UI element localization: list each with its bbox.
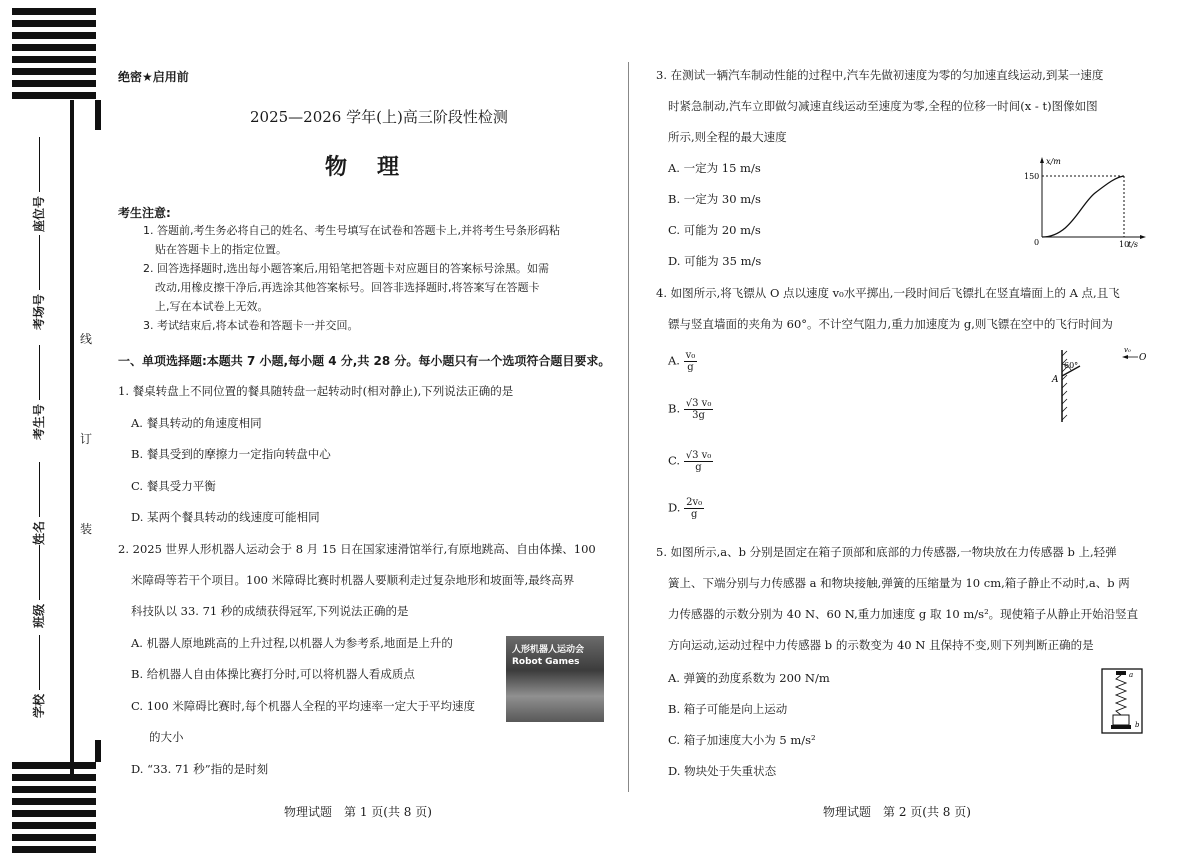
graph-ylabel: x/m (1046, 157, 1061, 166)
notice-item: 2. 回答选择题时,选出每小题答案后,用铅笔把答题卡对应题目的答案标号涂黑。如需 (143, 262, 549, 275)
graph-xtick: 10 (1119, 240, 1130, 249)
q2-option-a: A. 机器人原地跳高的上升过程,以机器人为参考系,地面是上升的 (131, 636, 453, 650)
block (1113, 715, 1129, 725)
seal-char-ding: 订 (80, 432, 93, 446)
q4-option-c: C. $\frac{\text{√3 v₀}}{g}$ (668, 450, 712, 473)
q2-option-b: B. 给机器人自由体操比赛打分时,可以将机器人看成质点 (131, 667, 415, 681)
spring (1116, 675, 1126, 715)
seal-char-xian: 线 (80, 332, 93, 346)
binder-name-field[interactable]: 姓名 (30, 462, 47, 545)
sensor-a (1116, 671, 1126, 675)
box-spring-figure (1098, 665, 1148, 737)
q2-option-c-cont: 的大小 (149, 730, 184, 744)
notice-item: 3. 考试结束后,将本试卷和答题卡一并交回。 (143, 319, 359, 332)
robot-games-photo: 人形机器人运动会 Robot Games (506, 636, 604, 722)
q4-option-d: D. $\frac{\text{2v₀}}{g}$ (668, 497, 703, 520)
q1-option-c: C. 餐具受力平衡 (131, 479, 216, 493)
column-divider (628, 62, 629, 792)
xt-graph (1020, 155, 1150, 250)
margin-bar (95, 100, 101, 130)
q2-stem-line2: 米障碍等若干个项目。100 米障碍比赛时机器人要顺利走过复杂地形和坡面等,最终高界 (131, 573, 575, 587)
footer-page-1: 物理试题 第 1 页(共 8 页) (284, 805, 432, 819)
graph-xlabel: t/s (1128, 240, 1139, 249)
q5-stem-line4: 方向运动,运动过程中力传感器 b 的示数变为 40 N 且保持不变,则下列判断正确的是 (668, 638, 1094, 652)
q3-stem-line2: 时紧急制动,汽车立即做匀减速直线运动至速度为零,全程的位移一时间(x - t)图像如图 (668, 99, 1098, 113)
notice-item: 改动,用橡皮擦干净后,再选涂其他答案标号。回答非选择题时,将答案写在答题卡 (155, 281, 540, 294)
binder-seat-field[interactable]: 座位号 (30, 137, 47, 232)
q4-stem-line2: 镖与竖直墙面的夹角为 60°。不计空气阻力,重力加速度为 g,则飞镖在空中的飞行时间为 (668, 317, 1113, 331)
q2-option-d: D. “33. 71 秒”指的是时刻 (131, 762, 269, 776)
q3-stem-line1: 3. 在测试一辆汽车制动性能的过程中,汽车先做初速度为零的匀加速直线运动,到某一速度 (656, 68, 1104, 82)
notice-item: 上,写在本试卷上无效。 (155, 300, 269, 313)
exam-title: 2025—2026 学年(上)高三阶段性检测 (250, 108, 508, 126)
barcode-stripes-top (12, 8, 96, 104)
binder-school-field[interactable]: 学校 (30, 635, 47, 718)
q4-option-b: B. $\frac{\text{√3 v₀}}{3g}$ (668, 398, 712, 421)
confidential-mark: 绝密★启用前 (118, 70, 189, 84)
q2-stem-line3: 科技队以 33. 71 秒的成绩获得冠军,下列说法正确的是 (131, 604, 409, 618)
q3-option-b: B. 一定为 30 m/s (668, 192, 761, 206)
seal-char-zhuang: 装 (80, 522, 93, 536)
q5-option-d: D. 物块处于失重状态 (668, 764, 777, 778)
angle-label: 60° (1064, 361, 1079, 370)
notice-item: 贴在答题卡上的指定位置。 (155, 243, 287, 256)
q3-option-c: C. 可能为 20 m/s (668, 223, 761, 237)
q3-option-d: D. 可能为 35 m/s (668, 254, 762, 268)
notice-list (143, 221, 613, 335)
q3-stem-line3: 所示,则全程的最大速度 (668, 130, 787, 144)
binder-exam-no-field[interactable]: 考生号 (30, 345, 47, 440)
graph-origin: 0 (1034, 238, 1040, 247)
q5-stem-line3: 力传感器的示数分别为 40 N、60 N,重力加速度 g 取 10 m/s²。现使箱子从静止开始沿竖直 (668, 607, 1139, 621)
binder-class-field[interactable]: 班级 (30, 545, 47, 628)
q5-option-a: A. 弹簧的劲度系数为 200 N/m (668, 671, 830, 685)
xt-curve (1042, 176, 1124, 237)
footer-page-2: 物理试题 第 2 页(共 8 页) (823, 805, 971, 819)
q3-option-a: A. 一定为 15 m/s (668, 161, 761, 175)
q5-stem-line1: 5. 如图所示,a、b 分别是固定在箱子顶部和底部的力传感器,一物块放在力传感器 b 上,轻弹 (656, 545, 1117, 559)
q2-stem-line1: 2. 2025 世界人形机器人运动会于 8 月 15 日在国家速滑馆举行,有原地跳高、自由体操、100 (118, 542, 596, 556)
q5-stem-line2: 簧上、下端分别与力传感器 a 和物块接触,弹簧的压缩量为 10 cm,箱子静止不动时,a、b 两 (668, 576, 1130, 590)
section-heading: 一、单项选择题:本题共 7 小题,每小题 4 分,共 28 分。每小题只有一个选项符合题目要求。 (118, 354, 611, 368)
sensor-b (1111, 725, 1131, 729)
q2-option-c: C. 100 米障碍比赛时,每个机器人全程的平均速率一定大于平均速度 (131, 699, 475, 713)
binding-line (70, 100, 74, 780)
v0-label: v₀ (1124, 346, 1131, 354)
q5-option-b: B. 箱子可能是向上运动 (668, 702, 788, 716)
dart-wall-figure (1040, 340, 1150, 425)
notice-item: 1. 答题前,考生务必将自己的姓名、考生号填写在试卷和答题卡上,并将考生号条形码粘 (143, 224, 560, 237)
notice-title: 考生注意: (118, 206, 171, 220)
q1-option-d: D. 某两个餐具转动的线速度可能相同 (131, 510, 320, 524)
q1-stem: 1. 餐桌转盘上不同位置的餐具随转盘一起转动时(相对静止),下列说法正确的是 (118, 384, 514, 398)
barcode-stripes-bottom (12, 762, 96, 858)
point-a-label: A (1052, 375, 1059, 385)
q1-option-a: A. 餐具转动的角速度相同 (131, 416, 262, 430)
q5-option-c: C. 箱子加速度大小为 5 m/s² (668, 733, 816, 747)
q4-stem-line1: 4. 如图所示,将飞镖从 O 点以速度 v₀水平掷出,一段时间后飞镖扎在竖直墙面上的 A 点,且飞 (656, 286, 1120, 300)
subject-title: 物 理 (325, 155, 404, 180)
q4-option-a: A. $\frac{\text{v₀}}{g}$ (668, 350, 696, 373)
graph-ytick: 150 (1024, 172, 1040, 181)
point-o-label: O (1139, 353, 1147, 363)
label-b: b (1135, 721, 1140, 729)
margin-bar (95, 740, 101, 762)
label-a: a (1129, 671, 1134, 679)
binder-room-field[interactable]: 考场号 (30, 235, 47, 330)
q1-option-b: B. 餐具受到的摩擦力一定指向转盘中心 (131, 447, 331, 461)
